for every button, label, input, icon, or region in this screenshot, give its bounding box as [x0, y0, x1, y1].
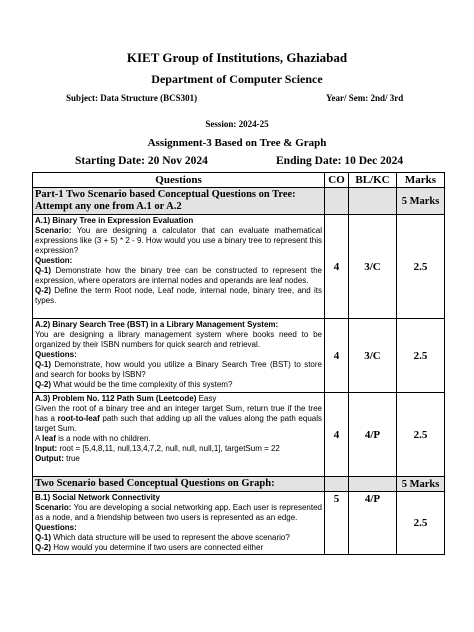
a2-scenario: You are designing a library management system where books need to be organized by their ISBN numbers for quick search and retrieval. [35, 330, 322, 349]
header-blkc: BL/KC [349, 173, 397, 188]
a2-questions-label: Questions: [35, 350, 77, 359]
a2-q2-label: Q-2) [35, 380, 51, 389]
header-co: CO [325, 173, 349, 188]
b1-q1-text: Which data structure will be used to represent the above scenario? [51, 533, 290, 542]
a3-text1b: path such that adding up all the values along the path equals target Sum. [35, 414, 322, 433]
b1-scenario-text: You are developing a social networking app. Each user is represented as a node, and a friendship between two users is represented as an edge. [35, 503, 322, 522]
part1-title: Part-1 Two Scenario based Conceptual Questions on Tree: Attempt any one from A.1 or A.2 [33, 188, 325, 215]
header-questions: Questions [33, 173, 325, 188]
a3-output [35, 454, 322, 464]
b1-blkc: 4/P [349, 492, 397, 555]
b1-q2 [35, 543, 322, 553]
a1-heading: A.1) Binary Tree in Expression Evaluation [35, 216, 194, 225]
b1-heading: B.1) Social Network Connectivity [35, 493, 160, 502]
a3-output-text: true [63, 454, 80, 463]
b1-questions-label: Questions: [35, 523, 77, 532]
question-row-a1 [33, 215, 445, 319]
session-label: Session: 2024-25 [205, 119, 269, 129]
a3-heading: A.3) Problem No. 112 Path Sum (Leetcode) [35, 394, 197, 403]
institution-name: KIET Group of Institutions, Ghaziabad [126, 50, 348, 65]
question-row-a3 [33, 393, 445, 477]
b1-q2-text: How would you determine if two users are connected either [51, 543, 264, 552]
a3-text2-bold: leaf [42, 434, 56, 443]
a1-q2-text: Define the term Root node, Leaf node, internal node, binary tree, and its types. [35, 286, 322, 305]
a3-text2a: A [35, 434, 43, 443]
a2-q2-text: What would be the time complexity of this system? [51, 380, 233, 389]
a1-scenario [35, 226, 322, 256]
b1-co: 5 [325, 492, 349, 555]
b1-q1-label: Q-1) [35, 533, 51, 542]
a2-q2 [35, 380, 322, 390]
b1-q1 [35, 533, 322, 543]
assignment-table [32, 172, 445, 555]
part1-marks: 5 Marks [397, 188, 445, 215]
a1-co: 4 [325, 215, 349, 319]
question-a1 [33, 215, 325, 319]
part2-title: Two Scenario based Conceptual Questions on Graph: [33, 477, 325, 492]
a1-q2-label: Q-2) [35, 286, 51, 295]
part2-row [33, 477, 445, 492]
assignment-title: Assignment-3 Based on Tree & Graph [147, 137, 327, 149]
a3-leaf-def [35, 434, 322, 444]
a3-difficulty: Easy [196, 394, 217, 403]
part1-row [33, 188, 445, 215]
a2-q1 [35, 360, 322, 380]
a1-marks: 2.5 [397, 215, 445, 319]
part1-blkc-empty [349, 188, 397, 215]
a3-marks: 2.5 [397, 393, 445, 477]
b1-scenario [35, 503, 322, 523]
a3-input-text: root = [5,4,8,11, null,13,4,7,2, null, null, null,1], targetSum = 22 [57, 444, 280, 453]
a2-blkc: 3/C [349, 319, 397, 393]
a1-q2 [35, 286, 322, 306]
a2-heading: A.2) Binary Search Tree (BST) in a Library Management System: [35, 320, 279, 329]
part2-marks: 5 Marks [397, 477, 445, 492]
b1-scenario-label: Scenario: [35, 503, 72, 512]
b1-q2-label: Q-2) [35, 543, 51, 552]
a3-description [35, 404, 322, 434]
start-date: Starting Date: 20 Nov 2024 [75, 155, 208, 167]
question-a2 [33, 319, 325, 393]
part2-blkc-empty [349, 477, 397, 492]
a1-scenario-label: Scenario: [35, 226, 72, 235]
a3-heading-line [35, 394, 322, 404]
a3-text1-bold: root-to-leaf [57, 414, 100, 423]
a3-output-label: Output: [35, 454, 64, 463]
a3-input-label: Input: [35, 444, 58, 453]
question-row-b1 [33, 492, 445, 555]
a1-scenario-text: You are designing a calculator that can evaluate mathematical expressions like (3 + 5) * 2 - 9. How would you use a binary tree to represent this expression? [35, 226, 322, 255]
a2-marks: 2.5 [397, 319, 445, 393]
end-date: Ending Date: 10 Dec 2024 [276, 155, 404, 167]
a1-q1-text: Demonstrate how the binary tree can be constructed to represent the expression, where operators are internal nodes and operands are leaf nodes. [35, 266, 322, 285]
a1-blkc: 3/C [349, 215, 397, 319]
subject-label: Subject: Data Structure (BCS301) [66, 93, 198, 103]
a3-blkc: 4/P [349, 393, 397, 477]
a2-q1-label: Q-1) [35, 360, 51, 369]
year-semester-label: Year/ Sem: 2nd/ 3rd [326, 93, 404, 103]
a1-q1 [35, 266, 322, 286]
a3-co: 4 [325, 393, 349, 477]
table-header-row [33, 173, 445, 188]
a3-text2b: is a node with no children. [55, 434, 151, 443]
question-b1 [33, 492, 325, 555]
part1-co-empty [325, 188, 349, 215]
department-name: Department of Computer Science [151, 72, 323, 86]
a1-q1-label: Q-1) [35, 266, 51, 275]
b1-marks: 2.5 [397, 492, 445, 555]
a3-input [35, 444, 322, 454]
a1-questions-label: Question: [35, 256, 73, 265]
a2-co: 4 [325, 319, 349, 393]
part2-co-empty [325, 477, 349, 492]
header-marks: Marks [397, 173, 445, 188]
a2-q1-text: Demonstrate, how would you utilize a Binary Search Tree (BST) to store and search for books by ISBN? [35, 360, 322, 379]
question-row-a2 [33, 319, 445, 393]
question-a3 [33, 393, 325, 477]
a3-text1: Given the root of a binary tree and an integer target Sum, return true if the tree has a [35, 404, 322, 423]
